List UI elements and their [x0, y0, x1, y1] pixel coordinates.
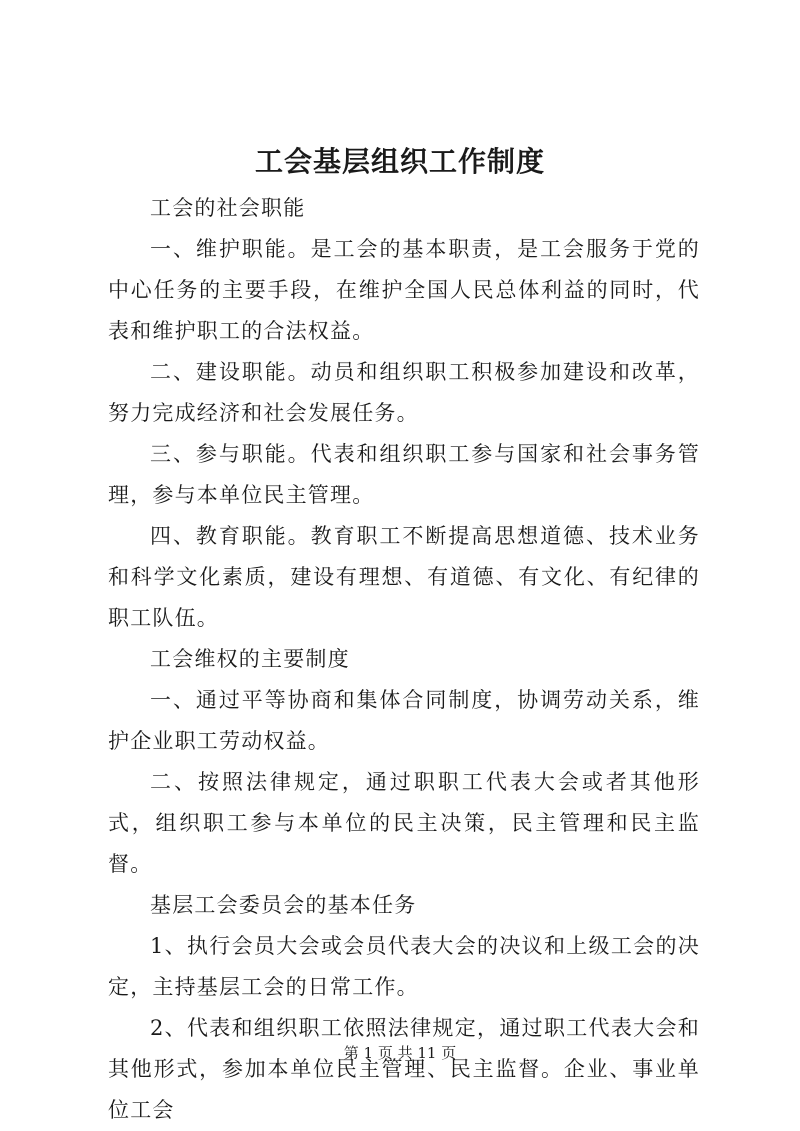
document-title: 工会基层组织工作制度	[254, 145, 545, 178]
paragraph: 二、建设职能。动员和组织职工积极参加建设和改革，努力完成经济和社会发展任务。	[108, 360, 700, 425]
paragraph: 一、维护职能。是工会的基本职责，是工会服务于党的中心任务的主要手段，在维护全国人民总体利益的同时，代表和维护职工的合法权益。	[108, 237, 700, 343]
paragraph: 1、执行会员大会或会员代表大会的决议和上级工会的决定，主持基层工会的日常工作。	[108, 934, 700, 999]
page-number-footer: 第 1 页 共 11 页	[343, 1044, 457, 1062]
paragraph: 三、参与职能。代表和组织职工参与国家和社会事务管理，参与本单位民主管理。	[108, 442, 700, 507]
document-body	[108, 188, 700, 1131]
paragraph: 一、通过平等协商和集体合同制度，协调劳动关系，维护企业职工劳动权益。	[108, 688, 700, 753]
paragraph: 二、按照法律规定，通过职职工代表大会或者其他形式，组织职工参与本单位的民主决策，民主管理和民主监督。	[108, 770, 700, 876]
section-heading: 基层工会委员会的基本任务	[150, 893, 417, 917]
section-heading: 工会的社会职能	[150, 196, 306, 220]
paragraph: 2、代表和组织职工依照法律规定，通过职工代表大会和其他形式，参加本单位民主管理、民主监督。企业、事业单位工会	[108, 1016, 700, 1122]
section-heading: 工会维权的主要制度	[150, 647, 350, 671]
paragraph: 四、教育职能。教育职工不断提高思想道德、技术业务和科学文化素质，建设有理想、有道德、有文化、有纪律的职工队伍。	[108, 524, 700, 630]
